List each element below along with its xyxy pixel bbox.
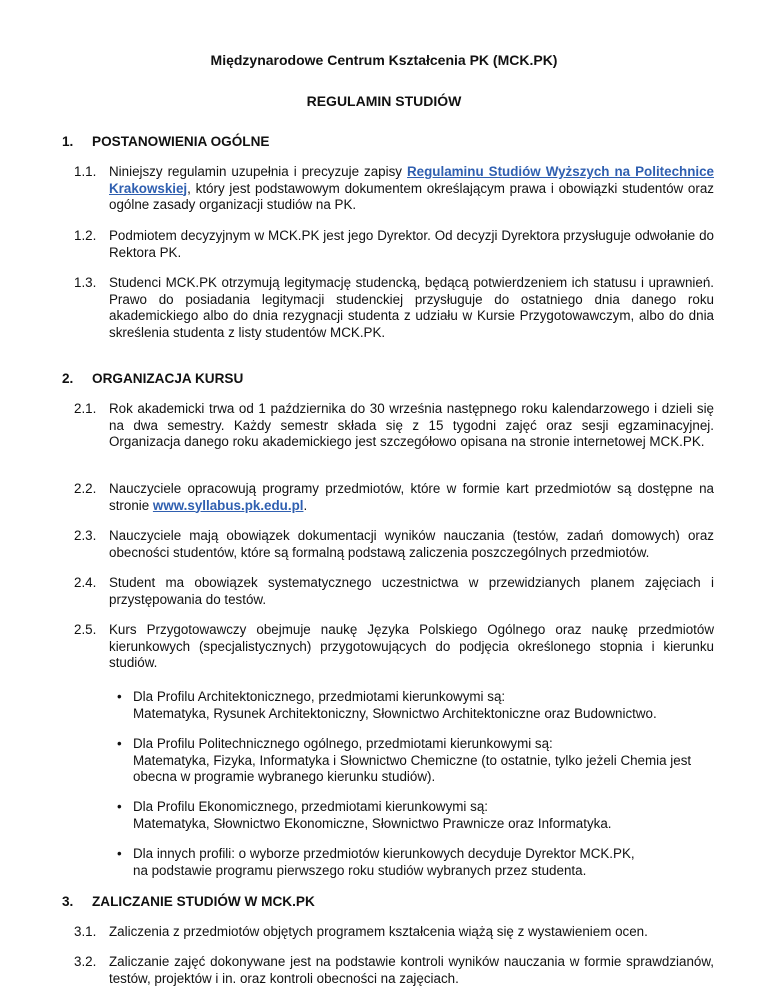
section-3-heading [62, 894, 315, 909]
item-3-1 [74, 924, 714, 941]
item-text-part: , który jest podstawowym dokumentem określającym prawa i obowiązki studentów oraz ogólne zasady organizacji studiów na PK. [109, 180, 714, 212]
bullet-text [133, 689, 717, 722]
section-2-heading [62, 371, 243, 386]
institution-title: Międzynarodowe Centrum Kształcenia PK (MCK.PK) [210, 52, 558, 68]
bullet-line-1: Dla Profilu Politechnicznego ogólnego, przedmiotami kierunkowymi są: [133, 736, 553, 751]
bullet-text [133, 736, 717, 786]
item-2-3 [74, 528, 714, 561]
bullet-line-1: Dla Profilu Ekonomicznego, przedmiotami kierunkowymi są: [133, 799, 488, 814]
section-title: ORGANIZACJA KURSU [92, 371, 244, 386]
item-number: 2.5. [74, 622, 97, 637]
section-number: 2. [62, 371, 74, 386]
item-text-part: Nauczyciele opracowują programy przedmiotów, które w formie kart przedmiotów są dostępne na stronie [109, 481, 714, 513]
item-text: Zaliczenia z przedmiotów objętych programem kształcenia wiążą się z wystawieniem ocen. [109, 924, 648, 939]
item-1-3 [74, 275, 714, 341]
item-text: Kurs Przygotowawczy obejmuje naukę Języka Polskiego Ogólnego oraz naukę przedmiotów kierunkowych (specjalistycznych) przygotowujących do podjęcia określonego stopnia i kierunku studiów. [109, 622, 714, 670]
item-text [109, 164, 714, 214]
item-number: 1.2. [74, 228, 97, 243]
item-1-1 [74, 164, 714, 214]
item-number: 2.3. [74, 528, 97, 543]
item-2-1 [74, 401, 714, 451]
item-2-4 [74, 575, 714, 608]
section-1-heading [62, 134, 269, 149]
bullet-text [133, 846, 717, 879]
bullet-line-2: na podstawie programu pierwszego roku studiów wybranych przez studenta. [133, 862, 587, 878]
item-1-2 [74, 228, 714, 261]
bullet-icon: • [117, 846, 122, 861]
bullet-icon: • [117, 799, 122, 814]
bullet-line-2: Matematyka, Słownictwo Ekonomiczne, Słownictwo Prawnicze oraz Informatyka. [133, 815, 612, 831]
item-number: 2.1. [74, 401, 97, 416]
item-text: Zaliczanie zajęć dokonywane jest na podstawie kontroli wyników nauczania w formie sprawdzianów, testów, projektów i in. oraz kontroli obecności na zajęciach. [109, 954, 714, 986]
regulamin-link[interactable]: Regulaminu Studiów Wyższych na Politechnice Krakowskiej [109, 164, 714, 196]
bullet-icon: • [117, 689, 122, 704]
bullet-line-1: Dla innych profili: o wyborze przedmiotów kierunkowych decyduje Dyrektor MCK.PK, [133, 846, 635, 861]
bullet-inne-profile [117, 846, 717, 879]
item-number: 1.3. [74, 275, 97, 290]
item-text-part: Niniejszy regulamin uzupełnia i precyzuje zapisy [109, 164, 407, 179]
item-number: 3.1. [74, 924, 97, 939]
item-number: 2.2. [74, 481, 97, 496]
item-3-2 [74, 954, 714, 987]
bullet-line-2: Matematyka, Rysunek Architektoniczny, Słownictwo Architektoniczne oraz Budownictwo. [133, 705, 657, 721]
item-number: 2.4. [74, 575, 97, 590]
item-number: 3.2. [74, 954, 97, 969]
syllabus-link[interactable]: www.syllabus.pk.edu.pl [152, 497, 304, 513]
item-number: 1.1. [74, 164, 97, 179]
bullet-icon: • [117, 736, 122, 751]
section-number: 1. [62, 134, 74, 149]
item-text [109, 481, 714, 514]
section-title: ZALICZANIE STUDIÓW W MCK.PK [92, 894, 315, 909]
item-text: Student ma obowiązek systematycznego uczestnictwa w przewidzianych planem zajęciach i przystępowania do testów. [109, 575, 714, 607]
section-number: 3. [62, 894, 74, 909]
item-text: Studenci MCK.PK otrzymują legitymację studencką, będącą potwierdzeniem ich statusu i uprawnień. Prawo do posiadania legitymacji studenckiej przysługuje do ostatniego dnia danego roku akademickiego albo do dnia rezygnacji studenta z udziału w Kursie Przygotowawczym, albo do dnia skreślenia studenta z listy studentów MCK.PK. [109, 275, 714, 340]
item-2-5 [74, 622, 714, 672]
bullet-ekonomiczny [117, 799, 717, 832]
item-text: Podmiotem decyzyjnym w MCK.PK jest jego Dyrektor. Od decyzji Dyrektora przysługuje odwołanie do Rektora PK. [109, 228, 714, 260]
bullet-line-1: Dla Profilu Architektonicznego, przedmiotami kierunkowymi są: [133, 689, 506, 704]
document-title: REGULAMIN STUDIÓW [306, 93, 462, 109]
item-text: Rok akademicki trwa od 1 października do 30 września następnego roku kalendarzowego i dzieli się na dwa semestry. Każdy semestr składa się z 15 tygodni zajęć oraz sesji egzaminacyjnej. Organizacja danego roku akademickiego jest szczegółowo opisana na stronie internetowej MCK.PK. [109, 401, 714, 449]
item-2-2 [74, 481, 714, 514]
bullet-politechniczny [117, 736, 717, 786]
bullet-architektoniczny [117, 689, 717, 722]
item-text-part: . [303, 497, 308, 513]
bullet-line-2: Matematyka, Fizyka, Informatyka i Słownictwo Chemiczne (to ostatnie, tylko jeżeli Chemia jest obecna w programie wybranego kierunku studiów). [133, 752, 692, 784]
section-title: POSTANOWIENIA OGÓLNE [92, 134, 270, 149]
item-text: Nauczyciele mają obowiązek dokumentacji wyników nauczania (testów, zadań domowych) oraz obecności studentów, które są formalną podstawą zaliczenia poszczególnych przedmiotów. [109, 528, 714, 560]
bullet-text [133, 799, 717, 832]
